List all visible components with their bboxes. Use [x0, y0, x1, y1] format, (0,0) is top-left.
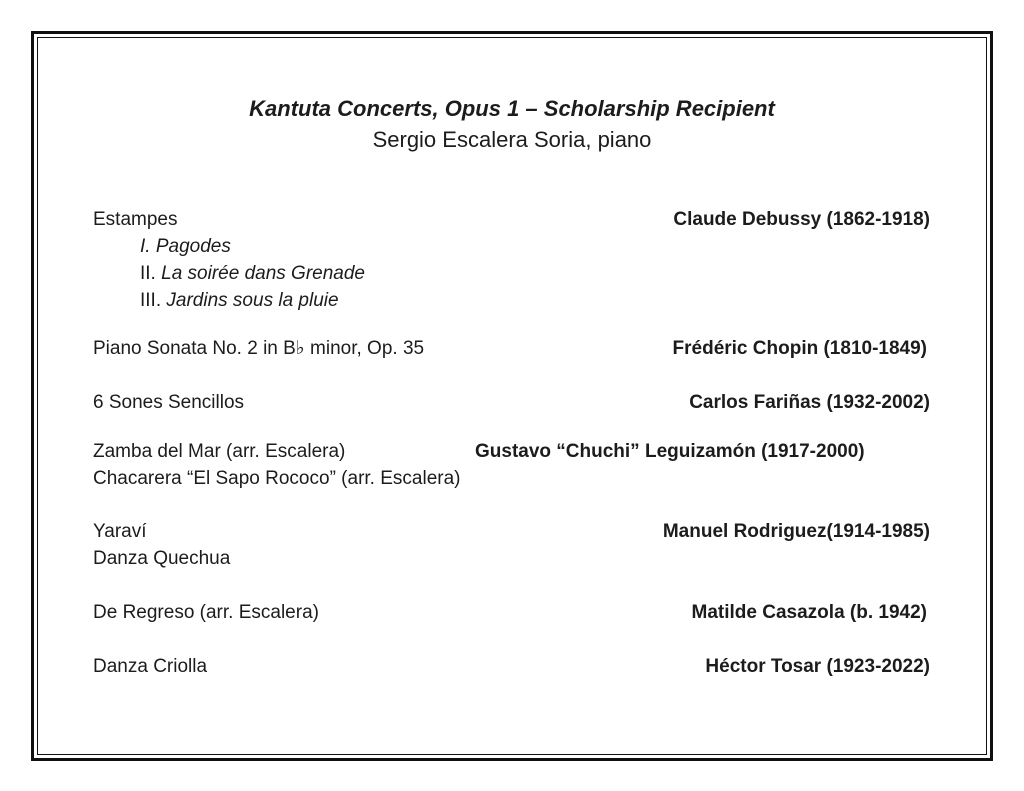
composer-name: Gustavo “Chuchi” Leguizamón (1917-2000): [475, 441, 865, 462]
performer-line: Sergio Escalera Soria, piano: [372, 127, 652, 152]
movement-title: Jardins sous la pluie: [166, 290, 339, 311]
movement-title: Pagodes: [155, 236, 231, 257]
movement-numeral: III.: [140, 290, 162, 311]
composer-name: Carlos Fariñas (1932-2002): [689, 392, 930, 413]
movement-item: [140, 290, 339, 312]
concert-title: Kantuta Concerts, Opus 1 – Scholarship Recipient: [249, 96, 775, 121]
movement-numeral: I.: [140, 236, 151, 257]
composer-name: Héctor Tosar (1923-2022): [705, 656, 930, 677]
work-title: Zamba del Mar (arr. Escalera): [93, 441, 346, 462]
movement-item: [140, 236, 231, 258]
work-title: De Regreso (arr. Escalera): [93, 602, 319, 623]
composer-name: Frédéric Chopin (1810-1849): [672, 338, 927, 359]
work-title: Piano Sonata No. 2 in B♭ minor, Op. 35: [93, 338, 425, 359]
work-title: Chacarera “El Sapo Rococo” (arr. Escalera): [93, 468, 461, 489]
composer-name: Claude Debussy (1862-1918): [673, 209, 930, 230]
composer-name: Matilde Casazola (b. 1942): [691, 602, 927, 623]
work-title: Estampes: [93, 209, 178, 230]
movement-item: [140, 263, 365, 285]
work-title: Yaraví: [93, 521, 147, 542]
work-title: 6 Sones Sencillos: [93, 392, 245, 413]
composer-name: Manuel Rodriguez(1914-1985): [662, 521, 930, 542]
work-title: Danza Criolla: [93, 656, 208, 677]
work-title: Danza Quechua: [93, 548, 231, 569]
movement-numeral: II.: [140, 263, 156, 284]
movement-title: La soirée dans Grenade: [161, 263, 365, 284]
